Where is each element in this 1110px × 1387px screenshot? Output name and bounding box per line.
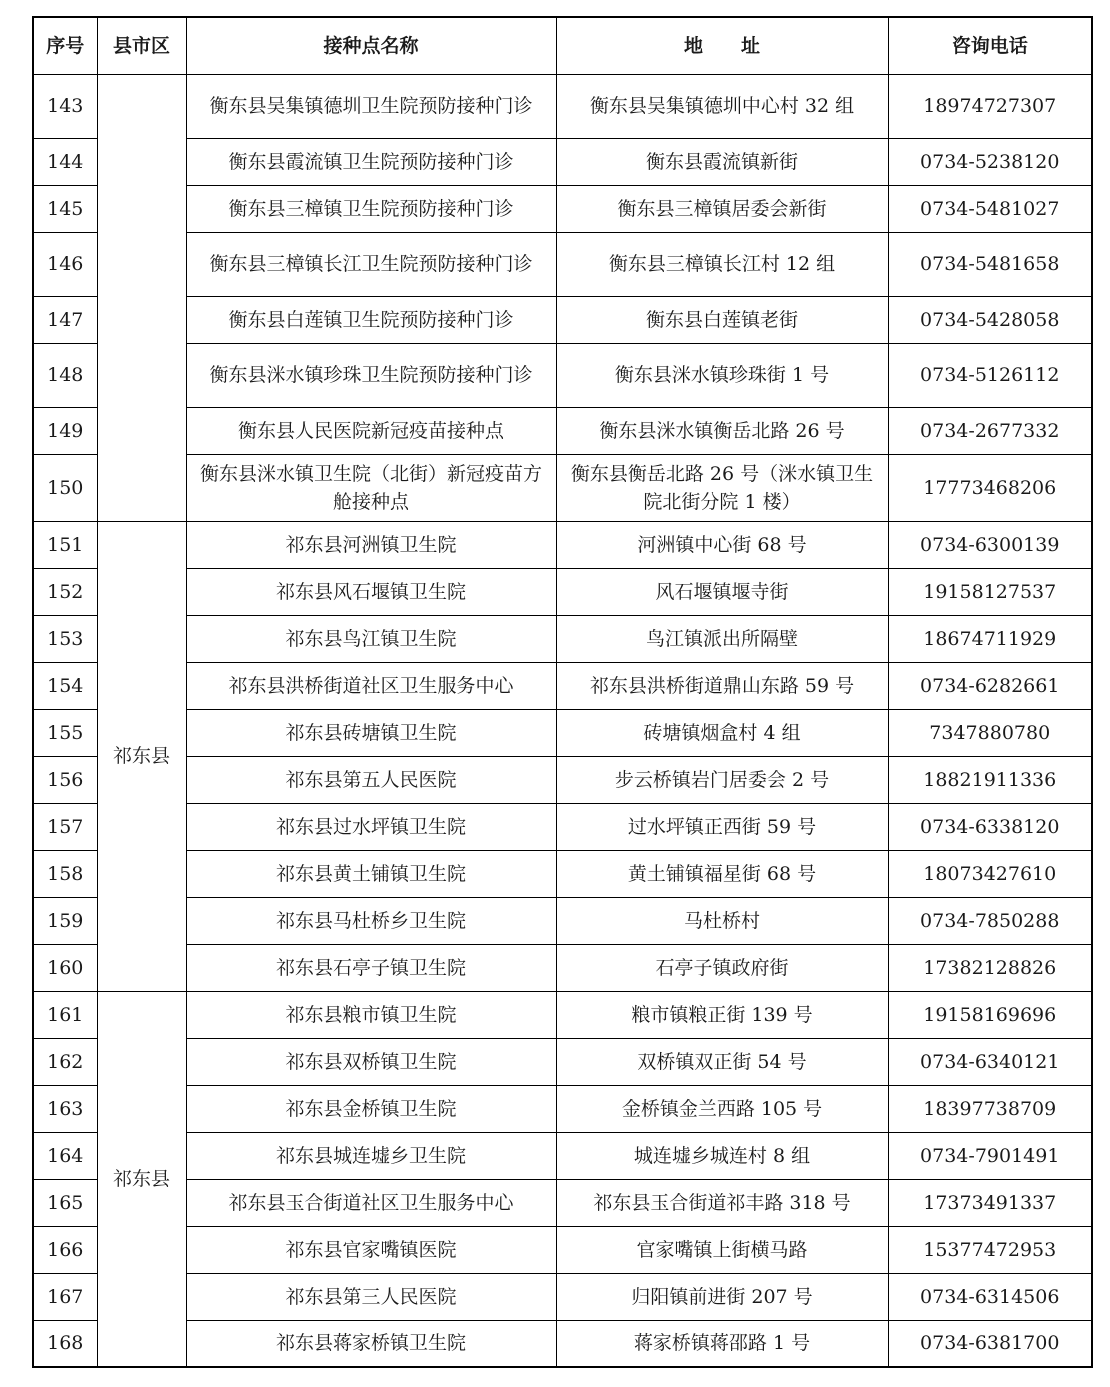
site-name: 祁东县双桥镇卫生院 [186, 1038, 556, 1085]
site-name: 衡东县三樟镇长江卫生院预防接种门诊 [186, 232, 556, 296]
county-cell: 祁东县 [97, 521, 186, 991]
site-name: 衡东县白莲镇卫生院预防接种门诊 [186, 296, 556, 343]
table-row [33, 296, 1092, 343]
site-address: 过水坪镇正西街 59 号 [556, 803, 888, 850]
header-phone: 咨询电话 [888, 17, 1092, 74]
site-phone: 0734-5126112 [888, 343, 1092, 407]
site-name: 祁东县第五人民医院 [186, 756, 556, 803]
table-row [33, 944, 1092, 991]
site-address: 风石堰镇堰寺街 [556, 568, 888, 615]
row-number: 158 [33, 850, 97, 897]
table-row [33, 1085, 1092, 1132]
site-address: 砖塘镇烟盒村 4 组 [556, 709, 888, 756]
row-number: 143 [33, 74, 97, 138]
site-address: 马杜桥村 [556, 897, 888, 944]
site-phone: 0734-5481027 [888, 185, 1092, 232]
site-phone: 17773468206 [888, 454, 1092, 521]
site-phone: 0734-6300139 [888, 521, 1092, 568]
site-phone: 17373491337 [888, 1179, 1092, 1226]
row-number: 165 [33, 1179, 97, 1226]
site-address: 衡东县吴集镇德圳中心村 32 组 [556, 74, 888, 138]
site-phone: 0734-6314506 [888, 1273, 1092, 1320]
site-phone: 0734-7850288 [888, 897, 1092, 944]
header-row [33, 17, 1092, 74]
table-row [33, 662, 1092, 709]
table-row [33, 521, 1092, 568]
site-address: 归阳镇前进街 207 号 [556, 1273, 888, 1320]
site-address: 衡东县三樟镇长江村 12 组 [556, 232, 888, 296]
site-name: 祁东县城连墟乡卫生院 [186, 1132, 556, 1179]
table-row [33, 615, 1092, 662]
table-body [33, 74, 1092, 1367]
header-site-name: 接种点名称 [186, 17, 556, 74]
row-number: 150 [33, 454, 97, 521]
table-row [33, 1038, 1092, 1085]
site-address: 城连墟乡城连村 8 组 [556, 1132, 888, 1179]
site-name: 祁东县黄土铺镇卫生院 [186, 850, 556, 897]
header-county: 县市区 [97, 17, 186, 74]
table-row [33, 185, 1092, 232]
county-cell: 祁东县 [97, 991, 186, 1367]
site-name: 祁东县鸟江镇卫生院 [186, 615, 556, 662]
site-name: 衡东县人民医院新冠疫苗接种点 [186, 407, 556, 454]
site-name: 衡东县三樟镇卫生院预防接种门诊 [186, 185, 556, 232]
site-phone: 15377472953 [888, 1226, 1092, 1273]
table-row [33, 1179, 1092, 1226]
table-row [33, 1320, 1092, 1367]
site-name: 祁东县第三人民医院 [186, 1273, 556, 1320]
site-address: 衡东县三樟镇居委会新街 [556, 185, 888, 232]
site-name: 祁东县蒋家桥镇卫生院 [186, 1320, 556, 1367]
site-phone: 0734-5481658 [888, 232, 1092, 296]
site-address: 蒋家桥镇蒋邵路 1 号 [556, 1320, 888, 1367]
row-number: 168 [33, 1320, 97, 1367]
site-address: 粮市镇粮正街 139 号 [556, 991, 888, 1038]
header-no: 序号 [33, 17, 97, 74]
row-number: 166 [33, 1226, 97, 1273]
site-phone: 0734-7901491 [888, 1132, 1092, 1179]
site-phone: 0734-6340121 [888, 1038, 1092, 1085]
site-name: 祁东县河洲镇卫生院 [186, 521, 556, 568]
table-row [33, 343, 1092, 407]
site-address: 衡东县白莲镇老街 [556, 296, 888, 343]
table-row [33, 232, 1092, 296]
row-number: 147 [33, 296, 97, 343]
county-cell [97, 74, 186, 521]
site-phone: 7347880780 [888, 709, 1092, 756]
site-name: 祁东县玉合街道社区卫生服务中心 [186, 1179, 556, 1226]
vaccination-sites-table [32, 16, 1093, 1368]
row-number: 157 [33, 803, 97, 850]
site-name: 祁东县官家嘴镇医院 [186, 1226, 556, 1273]
row-number: 156 [33, 756, 97, 803]
site-name: 衡东县洣水镇卫生院（北街）新冠疫苗方舱接种点 [186, 454, 556, 521]
row-number: 161 [33, 991, 97, 1038]
table-row [33, 1226, 1092, 1273]
site-name: 祁东县风石堰镇卫生院 [186, 568, 556, 615]
row-number: 154 [33, 662, 97, 709]
row-number: 151 [33, 521, 97, 568]
table-row [33, 756, 1092, 803]
site-name: 衡东县吴集镇德圳卫生院预防接种门诊 [186, 74, 556, 138]
site-address: 衡东县洣水镇珍珠街 1 号 [556, 343, 888, 407]
site-name: 祁东县石亭子镇卫生院 [186, 944, 556, 991]
table-row [33, 568, 1092, 615]
site-name: 衡东县霞流镇卫生院预防接种门诊 [186, 138, 556, 185]
row-number: 163 [33, 1085, 97, 1132]
row-number: 145 [33, 185, 97, 232]
row-number: 167 [33, 1273, 97, 1320]
row-number: 155 [33, 709, 97, 756]
site-address: 鸟江镇派出所隔壁 [556, 615, 888, 662]
row-number: 162 [33, 1038, 97, 1085]
site-address: 步云桥镇岩门居委会 2 号 [556, 756, 888, 803]
row-number: 159 [33, 897, 97, 944]
site-address: 黄土铺镇福星街 68 号 [556, 850, 888, 897]
site-name: 衡东县洣水镇珍珠卫生院预防接种门诊 [186, 343, 556, 407]
table-row [33, 850, 1092, 897]
site-address: 祁东县玉合街道祁丰路 318 号 [556, 1179, 888, 1226]
site-phone: 0734-6381700 [888, 1320, 1092, 1367]
row-number: 164 [33, 1132, 97, 1179]
site-address: 河洲镇中心街 68 号 [556, 521, 888, 568]
site-phone: 18821911336 [888, 756, 1092, 803]
site-address: 衡东县霞流镇新街 [556, 138, 888, 185]
site-address: 祁东县洪桥街道鼎山东路 59 号 [556, 662, 888, 709]
site-name: 祁东县粮市镇卫生院 [186, 991, 556, 1038]
site-phone: 0734-5238120 [888, 138, 1092, 185]
site-phone: 18073427610 [888, 850, 1092, 897]
table-row [33, 991, 1092, 1038]
site-phone: 18674711929 [888, 615, 1092, 662]
table-row [33, 1273, 1092, 1320]
site-name: 祁东县马杜桥乡卫生院 [186, 897, 556, 944]
row-number: 149 [33, 407, 97, 454]
site-name: 祁东县砖塘镇卫生院 [186, 709, 556, 756]
table-row [33, 709, 1092, 756]
site-phone: 17382128826 [888, 944, 1092, 991]
site-phone: 0734-2677332 [888, 407, 1092, 454]
row-number: 148 [33, 343, 97, 407]
table-row [33, 138, 1092, 185]
site-name: 祁东县金桥镇卫生院 [186, 1085, 556, 1132]
site-phone: 18974727307 [888, 74, 1092, 138]
site-address: 双桥镇双正街 54 号 [556, 1038, 888, 1085]
table-row [33, 407, 1092, 454]
table-row [33, 74, 1092, 138]
table-row [33, 897, 1092, 944]
table-row [33, 454, 1092, 521]
table-row [33, 803, 1092, 850]
row-number: 144 [33, 138, 97, 185]
site-phone: 19158169696 [888, 991, 1092, 1038]
site-address: 官家嘴镇上街横马路 [556, 1226, 888, 1273]
site-phone: 19158127537 [888, 568, 1092, 615]
row-number: 160 [33, 944, 97, 991]
table-row [33, 1132, 1092, 1179]
row-number: 152 [33, 568, 97, 615]
site-phone: 0734-6338120 [888, 803, 1092, 850]
site-address: 衡东县衡岳北路 26 号（洣水镇卫生院北街分院 1 楼） [556, 454, 888, 521]
header-address: 地 址 [556, 17, 888, 74]
site-address: 石亭子镇政府街 [556, 944, 888, 991]
site-phone: 18397738709 [888, 1085, 1092, 1132]
site-phone: 0734-6282661 [888, 662, 1092, 709]
site-phone: 0734-5428058 [888, 296, 1092, 343]
site-name: 祁东县过水坪镇卫生院 [186, 803, 556, 850]
row-number: 146 [33, 232, 97, 296]
site-name: 祁东县洪桥街道社区卫生服务中心 [186, 662, 556, 709]
site-address: 衡东县洣水镇衡岳北路 26 号 [556, 407, 888, 454]
row-number: 153 [33, 615, 97, 662]
site-address: 金桥镇金兰西路 105 号 [556, 1085, 888, 1132]
